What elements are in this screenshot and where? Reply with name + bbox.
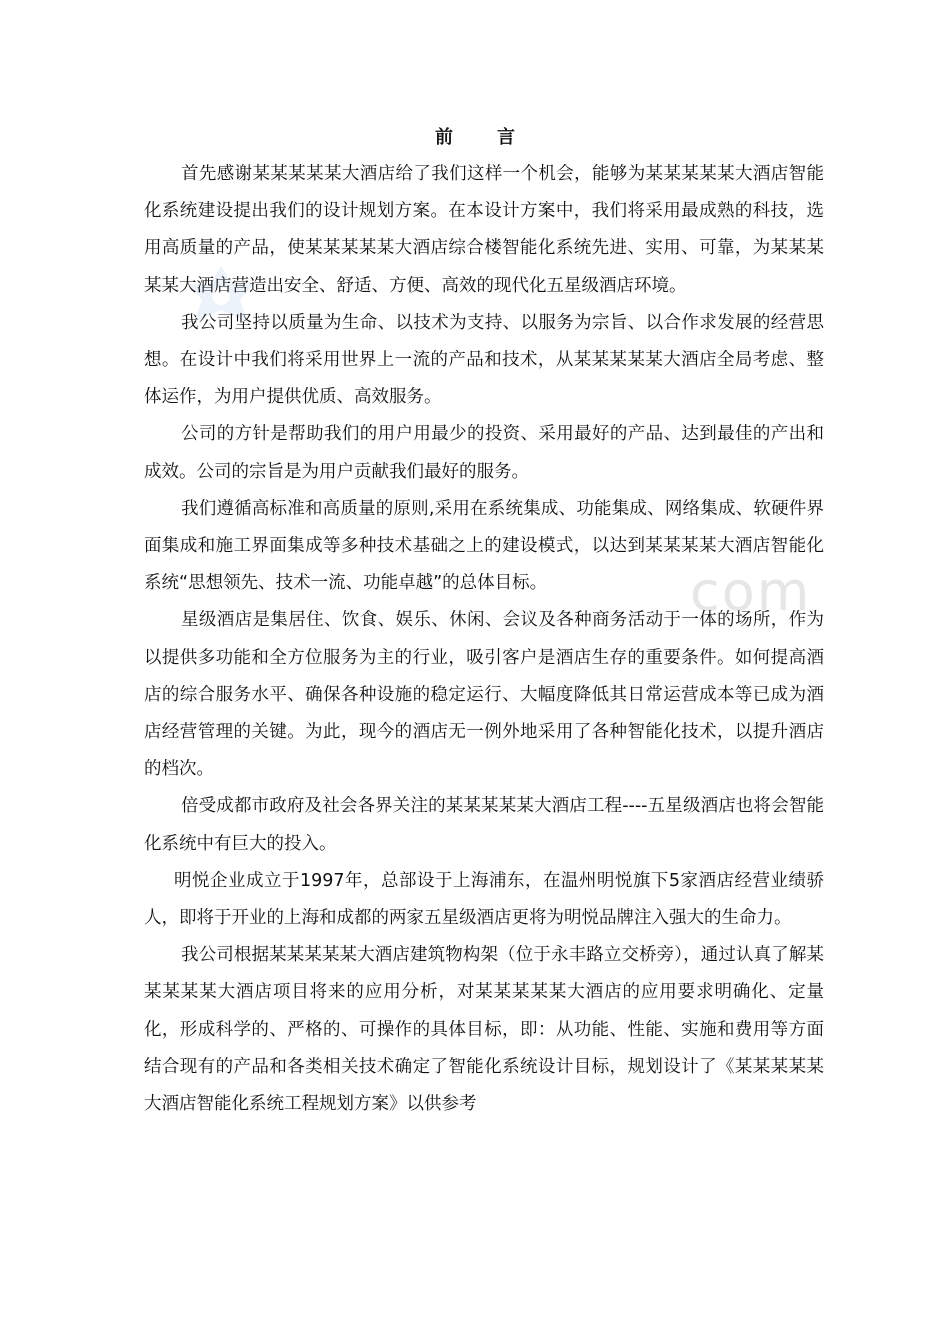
- paragraph: 星级酒店是集居住、饮食、娱乐、休闲、会议及各种商务活动于一体的场所，作为以提供多功能和全方位服务为主的行业，吸引客户是酒店生存的重要条件。如何提高酒店的综合服务水平、确保各种设施的稳定运行、大幅度降低其日常运营成本等已成为酒店经营管理的关键。为此，现今的酒店无一例外地采用了各种智能化技术，以提升酒店的档次。: [144, 610, 824, 780]
- document-body: [144, 156, 824, 1123]
- title-char-2: 言: [497, 127, 515, 148]
- paragraph: 公司的方针是帮助我们的用户用最少的投资、采用最好的产品、达到最佳的产出和成效。公司的宗旨是为用户贡献我们最好的服务。: [144, 424, 824, 482]
- paragraph: 我公司坚持以质量为生命、以技术为支持、以服务为宗旨、以合作求发展的经营思想。在设计中我们将采用世界上一流的产品和技术，从某某某某某大酒店全局考虑、整体运作，为用户提供优质、高效服务。: [144, 312, 824, 408]
- page-title: [0, 123, 950, 153]
- paragraph: 倍受成都市政府及社会各界关注的某某某某某大酒店工程----五星级酒店也将会智能化系统中有巨大的投入。: [144, 796, 824, 854]
- watermark-text: com: [690, 560, 812, 623]
- paragraph: 我公司根据某某某某某大酒店建筑物构架（位于永丰路立交桥旁），通过认真了解某某某某某大酒店项目将来的应用分析，对某某某某某大酒店的应用要求明确化、定量化，形成科学的、严格的、可操作的具体目标，即：从功能、性能、实施和费用等方面结合现有的产品和各类相关技术确定了智能化系统设计目标，规划设计了《某某某某某大酒店智能化系统工程规划方案》以供参考: [144, 945, 824, 1115]
- paragraph: 首先感谢某某某某某大酒店给了我们这样一个机会，能够为某某某某某大酒店智能化系统建设提出我们的设计规划方案。在本设计方案中，我们将采用最成熟的科技，选用高质量的产品，使某某某某某大酒店综合楼智能化系统先进、实用、可靠，为某某某某某大酒店营造出安全、舒适、方便、高效的现代化五星级酒店环境。: [144, 164, 824, 296]
- paragraph: 明悦企业成立于1997年，总部设于上海浦东，在温州明悦旗下5家酒店经营业绩骄人，即将于开业的上海和成都的两家五星级酒店更将为明悦品牌注入强大的生命力。: [144, 870, 824, 929]
- title-char-1: 前: [435, 127, 453, 148]
- paragraph: 我们遵循高标准和高质量的原则,采用在系统集成、功能集成、网络集成、软硬件界面集成和施工界面集成等多种技术基础之上的建设模式，以达到某某某某大酒店智能化系统“思想领先、技术一流、功能卓越”的总体目标。: [144, 498, 824, 594]
